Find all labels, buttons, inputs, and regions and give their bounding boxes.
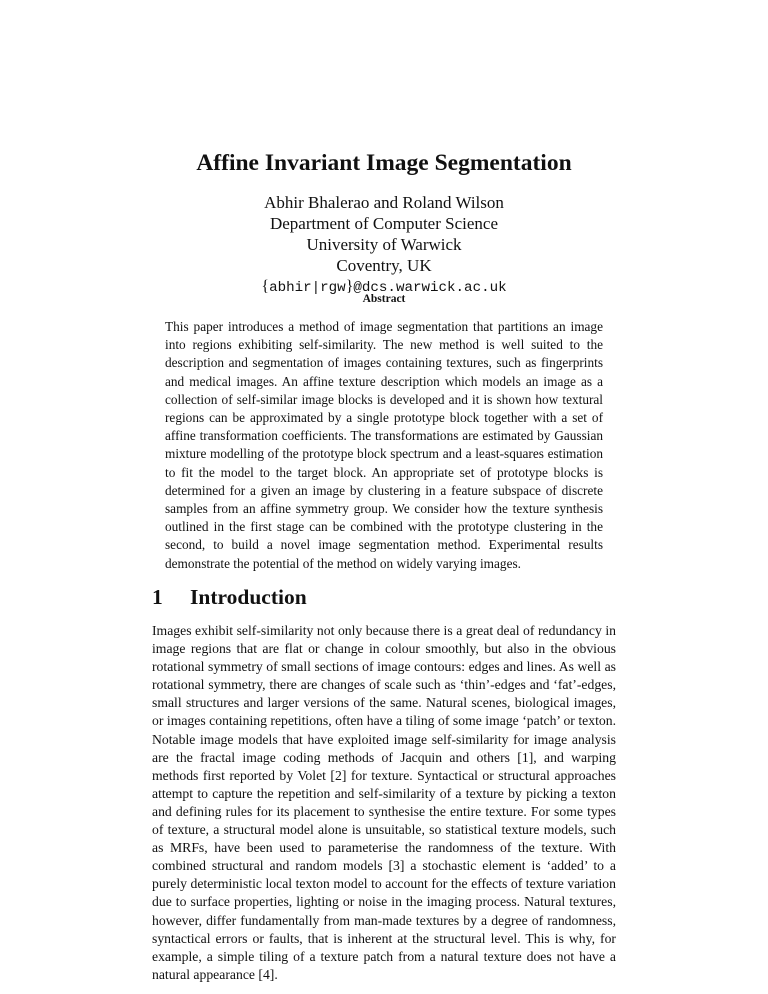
email-brace-open: { bbox=[261, 278, 270, 295]
author-department: Department of Computer Science bbox=[269, 214, 498, 233]
paper-title: Affine Invariant Image Segmentation bbox=[196, 150, 572, 176]
section-number: 1 bbox=[152, 585, 163, 609]
email-domain: @dcs.warwick.ac.uk bbox=[353, 280, 507, 296]
abstract-text: This paper introduces a method of image segmentation that partitions an image into regions exhibiting self-similarity. The new method is well suited to the description and segmentation of images containing textures, such as fingerprints and medical images. An affine texture description which models an image as a collection of self-similar image blocks is developed and it is shown how textural regions can be approximated by a single prototype block together with a set of affine transformation coefficients. The transformations are estimated by Gaussian mixture modelling of the prototype block spectrum and a least-squares estimation to fit the model to the target block. An appropriate set of prototype blocks is determined for a given an image by clustering in a feature subspace of discrete samples from an affine symmetry group. We consider how the texture synthesis outlined in the first stage can be combined with the prototype clustering in the second, to build a novel image segmentation method. Experimental results demonstrate the potential of the method on widely varying images. bbox=[165, 319, 603, 571]
author-university: University of Warwick bbox=[306, 235, 462, 254]
email-users: abhir|rgw bbox=[269, 280, 346, 296]
introduction-text: Images exhibit self-similarity not only because there is a great deal of redundancy in image regions that are flat or change in colour smoothly, but also in the obvious rotational symmetry of small sections of image contours: edges and lines. As well as rotational symmetry, there are changes of scale such as ‘thin’-edges and ‘fat’-edges, small structures and larger versions of the same. Natural scenes, biological images, or images containing repetitions, often have a tiling of some image ‘patch’ or texton. Notable image models that have exploited image self-similarity for image analysis are the fractal image coding methods of Jacquin and others [1], and warping methods first reported by Volet [2] for texture. Syntactical or structural approaches attempt to capture the repetition and self-similarity of a texture by picking a texton and defining rules for its placement to synthesise the entire texture. For some types of texture, a structural model alone is unsuitable, so statistical texture models, such as MRFs, have been used to parameterise the randomness of the texture. With combined structural and random models [3] a stochastic element is ‘added’ to a purely deterministic local texton model to account for the effects of texture variation due to surface properties, lighting or noise in the imaging process. Natural textures, however, differ fundamentally from man-made textures by a degree of randomness, syntactical errors or faults, that is inherent at the structural level. This is why, for example, a simple tiling of a texture patch from a natural texture does not have a natural appearance [4]. bbox=[152, 623, 616, 982]
abstract-heading: Abstract bbox=[362, 293, 406, 305]
author-location: Coventry, UK bbox=[336, 256, 432, 275]
email-brace-close: } bbox=[345, 278, 354, 295]
section-title: Introduction bbox=[190, 585, 307, 609]
author-block bbox=[0, 192, 768, 299]
section-heading-introduction bbox=[152, 585, 307, 610]
author-names: Abhir Bhalerao and Roland Wilson bbox=[264, 193, 504, 212]
